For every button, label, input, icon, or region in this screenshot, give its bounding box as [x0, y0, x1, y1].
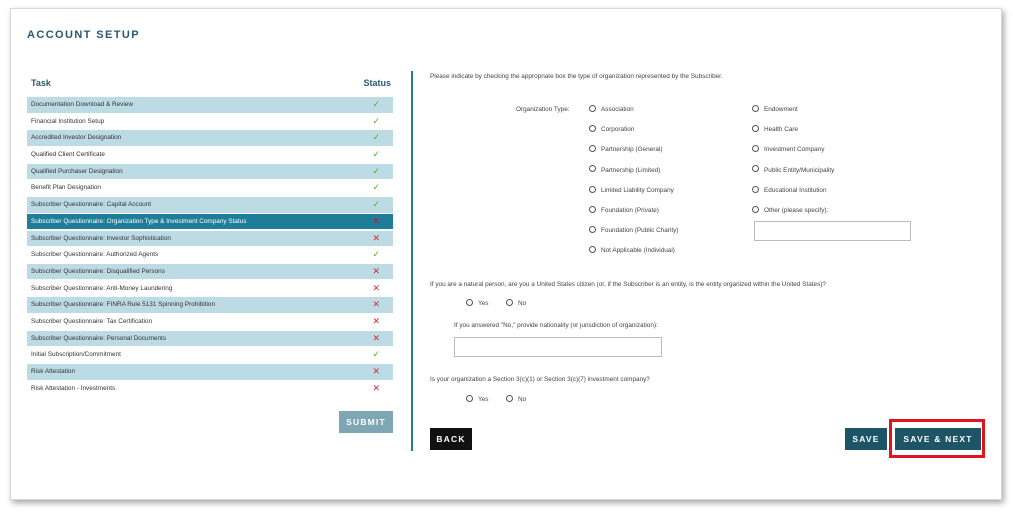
org-type-option-label: Health Care: [764, 126, 799, 134]
org-type-option-label: Endowment: [764, 106, 798, 113]
org-type-option-radio[interactable]: [752, 166, 834, 176]
account-setup-panel: [10, 8, 1002, 500]
org-type-option-label: Educational Institution: [764, 186, 827, 194]
page-title: ACCOUNT SETUP: [27, 29, 140, 41]
check-icon: ✓: [372, 149, 380, 160]
nationality-question: If you answered "No," provide nationality (or jurisdiction of organization):: [454, 322, 658, 329]
check-icon: ✓: [372, 349, 380, 360]
task-row[interactable]: [27, 97, 393, 113]
org-type-option-radio[interactable]: [752, 186, 827, 196]
org-type-option-label: Corporation: [601, 126, 635, 134]
org-type-option-radio[interactable]: [589, 105, 634, 115]
citizen-question: If you are a natural person, are you a United States citizen (or, if the Subscriber is an entity, is the entity organized within the United States)?: [430, 281, 826, 288]
org-type-option-radio[interactable]: [589, 145, 662, 155]
back-button[interactable]: BACK: [430, 428, 472, 450]
task-row[interactable]: [27, 214, 393, 230]
check-icon: ✓: [372, 99, 380, 109]
task-name: Accredited Investor Designation: [31, 134, 122, 142]
task-name: Subscriber Questionnaire: Authorized Agents: [31, 251, 159, 259]
org-type-option-label: Partnership (General): [601, 146, 663, 154]
investment-yes-radio[interactable]: [466, 395, 488, 405]
citizen-yes-radio[interactable]: [466, 299, 488, 309]
task-name: Risk Attestation: [31, 368, 76, 375]
nationality-input[interactable]: [454, 337, 662, 357]
task-name: Financial Institution Setup: [31, 117, 105, 125]
org-type-option-radio[interactable]: [589, 246, 675, 256]
radio-circle-icon: [589, 165, 596, 172]
radio-circle-icon: [506, 299, 513, 306]
radio-circle-icon: [466, 299, 473, 306]
cross-icon: ✕: [372, 299, 380, 310]
save-and-next-button[interactable]: SAVE & NEXT: [895, 428, 981, 450]
radio-circle-icon: [589, 246, 596, 253]
task-name: Benefit Plan Designation: [31, 184, 101, 192]
task-table: [27, 77, 393, 397]
cross-icon: ✕: [372, 232, 380, 243]
radio-circle-icon: [466, 395, 473, 402]
org-type-option-label: Partnership (Limited): [601, 166, 661, 174]
task-name: Documentation Download & Review: [31, 101, 133, 108]
radio-circle-icon: [589, 125, 596, 132]
task-name: Qualified Client Certificate: [31, 151, 105, 159]
radio-circle-icon: [752, 125, 759, 132]
org-type-option-label: Public Entity/Municipality: [764, 166, 835, 174]
cross-icon: ✕: [372, 215, 380, 226]
task-name: Initial Subscription/Commitment: [31, 351, 121, 359]
radio-circle-icon: [752, 105, 759, 112]
submit-button[interactable]: SUBMIT: [339, 411, 393, 433]
radio-circle-icon: [589, 226, 596, 233]
radio-circle-icon: [589, 105, 596, 112]
org-type-option-label: Association: [601, 106, 634, 113]
org-type-option-radio[interactable]: [752, 105, 798, 115]
check-icon: ✓: [372, 165, 380, 176]
save-and-next-highlight-box: [889, 419, 985, 458]
org-type-option-radio[interactable]: [589, 226, 678, 236]
org-type-option-radio[interactable]: [589, 125, 634, 135]
task-row[interactable]: [27, 180, 393, 196]
org-type-option-radio[interactable]: [752, 125, 798, 135]
task-name: Subscriber Questionnaire: FINRA Rule 5131 Spinning Prohibition: [31, 301, 216, 309]
task-row[interactable]: [27, 164, 393, 180]
investment-company-question: Is your organization a Section 3(c)(1) or Section 3(c)(7) investment company?: [430, 376, 650, 383]
task-row[interactable]: [27, 130, 393, 146]
task-row[interactable]: [27, 347, 393, 363]
task-row[interactable]: [27, 314, 393, 330]
check-icon: ✓: [372, 182, 380, 193]
panel-divider: [411, 71, 413, 451]
other-specify-input[interactable]: [754, 221, 911, 241]
task-name: Subscriber Questionnaire: Disqualified Persons: [31, 267, 165, 275]
cross-icon: ✕: [372, 282, 380, 293]
task-row[interactable]: [27, 147, 393, 163]
investment-no-label: No: [518, 396, 527, 403]
org-type-option-label: Other (please specify):: [764, 207, 829, 214]
citizen-no-label: No: [518, 300, 527, 307]
org-type-option-label: Not Applicable (Individual): [601, 247, 675, 255]
org-type-option-label: Foundation (Private): [601, 207, 659, 214]
task-name: Subscriber Questionnaire: Tax Certification: [31, 317, 153, 325]
task-column-header: Task: [31, 78, 51, 88]
radio-circle-icon: [752, 145, 759, 152]
org-type-option-label: Limited Liability Company: [601, 186, 674, 194]
task-name: Subscriber Questionnaire: Organization Type & Investment Company Status: [31, 217, 247, 225]
cross-icon: ✕: [372, 265, 380, 276]
task-row[interactable]: [27, 231, 393, 247]
radio-circle-icon: [752, 206, 759, 213]
task-row[interactable]: [27, 197, 393, 213]
citizen-no-radio[interactable]: [506, 299, 526, 309]
radio-circle-icon: [589, 186, 596, 193]
cross-icon: ✕: [372, 366, 380, 376]
check-icon: ✓: [372, 132, 380, 143]
task-row[interactable]: [27, 264, 393, 280]
radio-circle-icon: [752, 165, 759, 172]
org-type-option-radio[interactable]: [752, 145, 824, 155]
radio-circle-icon: [752, 186, 759, 193]
cross-icon: ✕: [372, 315, 380, 326]
org-type-option-radio[interactable]: [752, 206, 828, 216]
investment-yes-label: Yes: [478, 396, 489, 403]
org-type-option-radio[interactable]: [589, 206, 659, 216]
task-table-header: [27, 77, 393, 93]
task-row[interactable]: [27, 297, 393, 313]
citizen-yes-label: Yes: [478, 300, 489, 307]
check-icon: ✓: [372, 199, 380, 210]
task-row[interactable]: [27, 281, 393, 297]
investment-no-radio[interactable]: [506, 395, 526, 405]
task-row[interactable]: [27, 114, 393, 130]
org-type-option-radio[interactable]: [589, 166, 660, 176]
radio-circle-icon: [589, 206, 596, 213]
save-button[interactable]: SAVE: [845, 428, 887, 450]
org-type-option-label: Investment Company: [764, 146, 825, 154]
task-name: Qualified Purchaser Designation: [31, 167, 123, 175]
org-type-option-radio[interactable]: [589, 186, 674, 196]
task-name: Subscriber Questionnaire: Capital Account: [31, 201, 152, 209]
task-rows: [27, 97, 393, 396]
task-row[interactable]: [27, 381, 393, 397]
status-column-header: Status: [363, 78, 391, 88]
task-row[interactable]: [27, 247, 393, 263]
org-type-label: Organization Type:: [516, 106, 570, 113]
task-name: Subscriber Questionnaire: Anti-Money Laundering: [31, 284, 173, 292]
task-name: Subscriber Questionnaire: Investor Sophistication: [31, 234, 171, 242]
org-type-option-label: Foundation (Public Charity): [601, 227, 679, 235]
cross-icon: ✕: [372, 332, 380, 343]
cross-icon: ✕: [372, 382, 380, 393]
task-row[interactable]: [27, 364, 393, 380]
task-name: Risk Attestation - Investments: [31, 384, 116, 392]
check-icon: ✓: [372, 115, 380, 126]
radio-circle-icon: [589, 145, 596, 152]
check-icon: ✓: [372, 249, 380, 260]
intro-text: Please indicate by checking the appropriate box the type of organization represented by the Subscriber.: [430, 73, 723, 80]
radio-circle-icon: [506, 395, 513, 402]
task-name: Subscriber Questionnaire: Personal Documents: [31, 334, 166, 342]
task-row[interactable]: [27, 331, 393, 347]
